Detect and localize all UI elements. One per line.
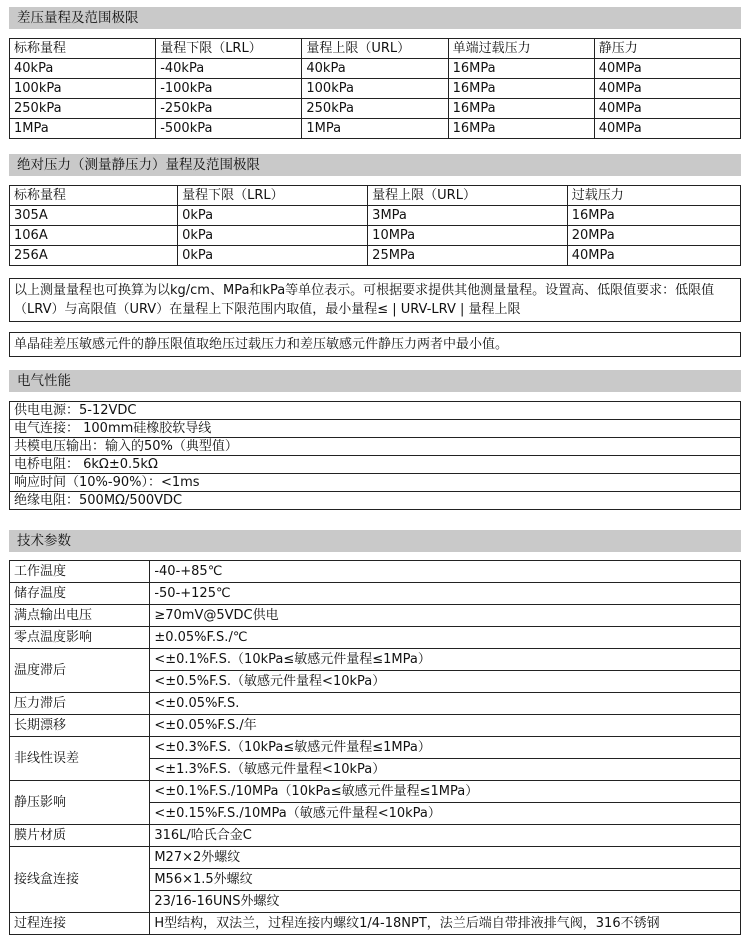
table-cell: 256A	[10, 246, 178, 266]
param-value: <±0.3%F.S.（10kPa≤敏感元件量程≤1MPa）	[150, 737, 741, 759]
table-row	[10, 737, 741, 759]
table-row	[10, 649, 741, 671]
table-cell: -40kPa	[156, 59, 302, 79]
table-row	[10, 246, 741, 266]
table-cell: 16MPa	[448, 79, 594, 99]
table-cell: 电桥电阻： 6kΩ±0.5kΩ	[10, 456, 741, 474]
table-cell: 106A	[10, 226, 178, 246]
section-title-electrical: 电气性能	[9, 370, 741, 392]
table-row	[10, 825, 741, 847]
column-header: 量程上限（URL）	[368, 186, 568, 206]
param-value: <±0.05%F.S./年	[150, 715, 741, 737]
param-value: ±0.05%F.S./℃	[150, 627, 741, 649]
table-cell: 10MPa	[368, 226, 568, 246]
table-row	[10, 438, 741, 456]
param-value: <±1.3%F.S.（敏感元件量程<10kPa）	[150, 759, 741, 781]
table-cell: 共模电压输出：输入的50%（典型值）	[10, 438, 741, 456]
param-label: 非线性误差	[10, 737, 150, 781]
param-label: 满点输出电压	[10, 605, 150, 627]
param-label: 接线盒连接	[10, 847, 150, 913]
electrical-table	[9, 401, 741, 510]
table-row	[10, 456, 741, 474]
dp-range-table	[9, 38, 741, 139]
table-cell: 供电电源：5-12VDC	[10, 402, 741, 420]
param-value: <±0.05%F.S.	[150, 693, 741, 715]
param-label: 过程连接	[10, 913, 150, 935]
table-cell: 0kPa	[178, 226, 368, 246]
param-label: 压力滞后	[10, 693, 150, 715]
table-row	[10, 206, 741, 226]
table-cell: 16MPa	[448, 59, 594, 79]
param-value: -40-+85℃	[150, 561, 741, 583]
tech-params-table	[9, 560, 741, 935]
param-value: ≥70mV@5VDC供电	[150, 605, 741, 627]
table-cell: 1MPa	[302, 119, 448, 139]
table-cell: 305A	[10, 206, 178, 226]
table-cell: 250kPa	[302, 99, 448, 119]
param-value: <±0.1%F.S.（10kPa≤敏感元件量程≤1MPa）	[150, 649, 741, 671]
table-row	[10, 605, 741, 627]
column-header: 量程下限（LRL）	[156, 39, 302, 59]
table-row	[10, 99, 741, 119]
param-value: M56×1.5外螺纹	[150, 869, 741, 891]
param-label: 工作温度	[10, 561, 150, 583]
table-row	[10, 79, 741, 99]
table-cell: 250kPa	[10, 99, 156, 119]
table-cell: 0kPa	[178, 246, 368, 266]
table-cell: 3MPa	[368, 206, 568, 226]
table-cell: 16MPa	[448, 119, 594, 139]
table-row	[10, 583, 741, 605]
table-row	[10, 693, 741, 715]
table-header-row	[10, 186, 741, 206]
table-cell: -250kPa	[156, 99, 302, 119]
table-row	[10, 226, 741, 246]
section-title-abs-range: 绝对压力（测量静压力）量程及范围极限	[9, 154, 741, 176]
table-cell: 25MPa	[368, 246, 568, 266]
table-cell: 响应时间（10%-90%）：<1ms	[10, 474, 741, 492]
table-cell: 16MPa	[567, 206, 740, 226]
column-header: 量程上限（URL）	[302, 39, 448, 59]
table-row	[10, 715, 741, 737]
param-value: -50-+125℃	[150, 583, 741, 605]
param-value: <±0.1%F.S./10MPa（10kPa≤敏感元件量程≤1MPa）	[150, 781, 741, 803]
table-cell: 0kPa	[178, 206, 368, 226]
table-cell: 40MPa	[594, 119, 740, 139]
table-header-row	[10, 39, 741, 59]
table-cell: 40MPa	[594, 79, 740, 99]
param-value: H型结构，双法兰，过程连接内螺纹1/4-18NPT，法兰后端自带排液排气阀，316不锈钢	[150, 913, 741, 935]
abs-range-table	[9, 185, 741, 266]
table-cell: 20MPa	[567, 226, 740, 246]
table-row	[10, 561, 741, 583]
table-cell: 绝缘电阻：500MΩ/500VDC	[10, 492, 741, 510]
column-header: 静压力	[594, 39, 740, 59]
table-row	[10, 119, 741, 139]
table-row	[10, 847, 741, 869]
table-cell: 40MPa	[594, 59, 740, 79]
param-label: 温度滞后	[10, 649, 150, 693]
table-cell: -500kPa	[156, 119, 302, 139]
table-cell: 40MPa	[567, 246, 740, 266]
param-label: 储存温度	[10, 583, 150, 605]
table-cell: 40MPa	[594, 99, 740, 119]
param-label: 静压影响	[10, 781, 150, 825]
table-row	[10, 913, 741, 935]
column-header: 标称量程	[10, 39, 156, 59]
param-label: 零点温度影响	[10, 627, 150, 649]
table-row	[10, 402, 741, 420]
param-value: <±0.5%F.S.（敏感元件量程<10kPa）	[150, 671, 741, 693]
column-header: 量程下限（LRL）	[178, 186, 368, 206]
param-value: M27×2外螺纹	[150, 847, 741, 869]
table-cell: 40kPa	[302, 59, 448, 79]
note-static-pressure-limit: 单晶硅差压敏感元件的静压限值取绝压过载压力和差压敏感元件静压力两者中最小值。	[9, 332, 741, 357]
table-cell: 1MPa	[10, 119, 156, 139]
param-value: <±0.15%F.S./10MPa（敏感元件量程<10kPa）	[150, 803, 741, 825]
table-cell: -100kPa	[156, 79, 302, 99]
table-row	[10, 474, 741, 492]
section-title-dp-range: 差压量程及范围极限	[9, 7, 741, 29]
table-row	[10, 492, 741, 510]
table-row	[10, 420, 741, 438]
param-value: 23/16-16UNS外螺纹	[150, 891, 741, 913]
table-cell: 16MPa	[448, 99, 594, 119]
note-range-conversion: 以上测量量程也可换算为以kg/cm、MPa和kPa等单位表示。可根据要求提供其他测量量程。设置高、低限值要求：低限值（LRV）与高限值（URV）在量程上下限范围内取值，最小量程≤ | URV-LRV | 量程上限	[9, 278, 741, 322]
param-label: 膜片材质	[10, 825, 150, 847]
column-header: 标称量程	[10, 186, 178, 206]
table-row	[10, 627, 741, 649]
param-label: 长期漂移	[10, 715, 150, 737]
table-cell: 100kPa	[10, 79, 156, 99]
table-cell: 100kPa	[302, 79, 448, 99]
table-cell: 40kPa	[10, 59, 156, 79]
table-row	[10, 781, 741, 803]
table-row	[10, 59, 741, 79]
column-header: 单端过载压力	[448, 39, 594, 59]
param-value: 316L/哈氏合金C	[150, 825, 741, 847]
section-title-tech-params: 技术参数	[9, 530, 741, 552]
column-header: 过载压力	[567, 186, 740, 206]
table-cell: 电气连接： 100mm硅橡胶软导线	[10, 420, 741, 438]
